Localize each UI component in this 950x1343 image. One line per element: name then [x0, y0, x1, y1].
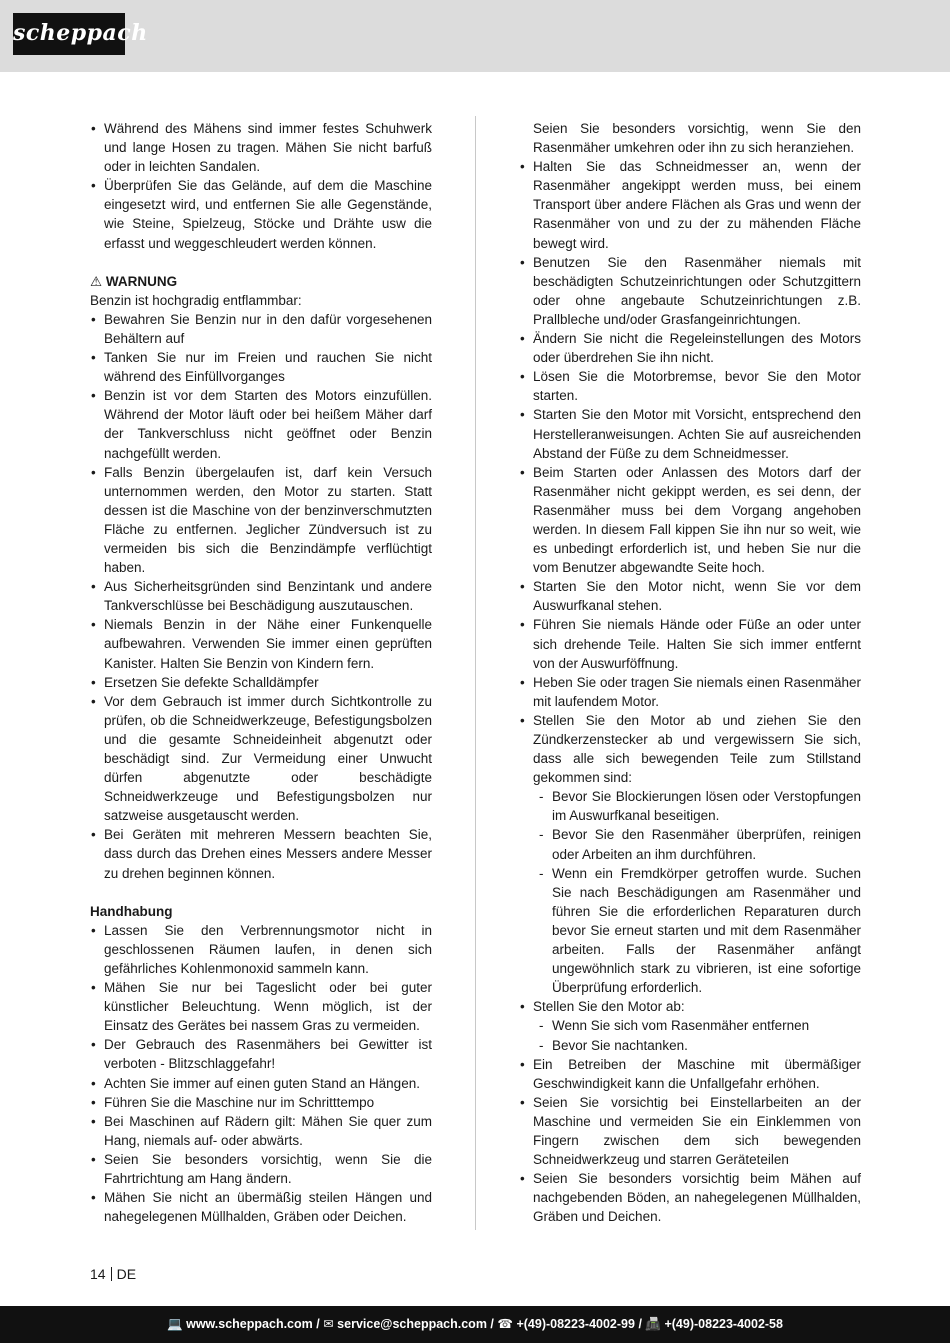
list-item: • Ein Betreiben der Maschine mit übermäßiger Geschwindigkeit kann die Unfallgefahr erhöhen. — [519, 1055, 861, 1093]
column-divider — [475, 116, 476, 1230]
list-item: • Der Gebrauch des Rasenmähers bei Gewitter ist verboten - Blitzschlaggefahr! — [90, 1035, 432, 1073]
left-column — [90, 119, 432, 1226]
phone-number[interactable]: +(49)-08223-4002-99 — [516, 1317, 635, 1331]
warning-heading — [90, 272, 432, 291]
footer-separator: / — [316, 1317, 320, 1331]
warning-list — [90, 310, 432, 883]
intro-list — [90, 119, 432, 253]
list-item: • Starten Sie den Motor mit Vorsicht, entsprechend den Herstelleranweisungen. Achten Sie auf ausreichenden Abstand der Füße zu dem Schneidmesser. — [519, 405, 861, 462]
list-item: • Vor dem Gebrauch ist immer durch Sichtkontrolle zu prüfen, ob die Schneidwerkzeuge, Befestigungsbolzen und die gesamte Schneideinheit abgenutzt oder beschädigt sind. Zur Vermeidung einer Unwucht dürfen abgenutzte oder beschädigte Schneidwerkzeuge und Befestigungsbolzen nur satzweise ausgetauscht werden. — [90, 692, 432, 826]
footer-separator: / — [638, 1317, 642, 1331]
list-item: • Führen Sie niemals Hände oder Füße an oder unter sich drehende Teile. Halten Sie sich immer entfernt von der Auswurföffnung. — [519, 615, 861, 672]
right-column — [519, 119, 861, 1226]
warning-triangle-icon: ⚠ — [90, 273, 103, 289]
list-item: • Beim Starten oder Anlassen des Motors darf der Rasenmäher nicht gekippt werden, es sei denn, der Rasenmäher muss bei dem Vorgang angehoben werden. In diesem Fall kippen Sie ihn nur so weit, wie es unbedingt erforderlich ist, und heben Sie nur die vom Benutzer abgewandte Seite hoch. — [519, 463, 861, 578]
list-item: • Bei Geräten mit mehreren Messern beachten Sie, dass durch das Drehen eines Messers andere Messer zu drehen beginnen können. — [90, 825, 432, 882]
list-item-continuation: Seien Sie besonders vorsichtig, wenn Sie den Rasenmäher umkehren oder ihn zu sich heranziehen. — [533, 121, 861, 156]
list-item: • Seien Sie besonders vorsichtig beim Mähen auf nachgebenden Böden, an nahegelegenen Müllhalden, Gräben und Deichen. — [519, 1169, 861, 1226]
page-number — [90, 1265, 136, 1283]
fax-number: +(49)-08223-4002-58 — [664, 1317, 783, 1331]
phone-icon: ☎ — [497, 1317, 513, 1331]
list-item: • Bewahren Sie Benzin nur in den dafür vorgesehenen Behältern auf — [90, 310, 432, 348]
list-item: • Ändern Sie nicht die Regeleinstellungen des Motors oder überdrehen Sie ihn nicht. — [519, 329, 861, 367]
list-item: • Seien Sie besonders vorsichtig, wenn Sie die Fahrtrichtung am Hang ändern. — [90, 1150, 432, 1188]
list-item: • Bei Maschinen auf Rädern gilt: Mähen Sie quer zum Hang, niemals auf- oder abwärts. — [90, 1112, 432, 1150]
page-number-value: 14 — [90, 1266, 106, 1282]
list-item: • Führen Sie die Maschine nur im Schritttempo — [90, 1093, 432, 1112]
handling-heading: Handhabung — [90, 903, 173, 919]
list-item: • Benzin ist vor dem Starten des Motors einzufüllen. Während der Motor läuft oder bei heißem Mäher darf der Tankverschluss nicht geöffnet oder Benzin nachgefüllt werden. — [90, 386, 432, 462]
list-item: • Mähen Sie nur bei Tageslicht oder bei guter künstlicher Beleuchtung. Wenn möglich, ist der Einsatz des Gerätes bei nassem Gras zu vermeiden. — [90, 978, 432, 1035]
sub-list-item: - Bevor Sie Blockierungen lösen oder Verstopfungen im Auswurfkanal beseitigen. — [519, 787, 861, 825]
sub-list-item: - Wenn Sie sich vom Rasenmäher entfernen — [519, 1016, 861, 1035]
sub-list-item: - Wenn ein Fremdkörper getroffen wurde. Suchen Sie nach Beschädigungen am Rasenmäher und führen Sie die erforderlichen Reparaturen durch bevor Sie erneut starten und mit dem Rasenmäher arbeiten. Falls der Rasenmäher anfängt ungewöhnlich stark zu vibrieren, ist eine sofortige Überprüfung erforderlich. — [519, 864, 861, 998]
list-item: • Überprüfen Sie das Gelände, auf dem die Maschine eingesetzt wird, und entfernen Sie alle Gegenstände, wie Steine, Spielzeug, Stöcke und Drähte usw die erfasst und weggeschleudert werden können. — [90, 176, 432, 252]
list-item: • Während des Mähens sind immer festes Schuhwerk und lange Hosen zu tragen. Mähen Sie nicht barfuß oder in leichten Sandalen. — [90, 119, 432, 176]
list-item: • Lassen Sie den Verbrennungsmotor nicht in geschlossenen Räumen laufen, in denen sich gefährliches Kohlenmonoxid sammeln kann. — [90, 921, 432, 978]
warning-title: WARNUNG — [105, 273, 178, 289]
list-item: • Benutzen Sie den Rasenmäher niemals mit beschädigten Schutzeinrichtungen oder Schutzgittern oder ohne angebaute Schutzeinrichtungen z.B. Prallbleche und/oder Grasfangeinrichtungen. — [519, 253, 861, 329]
mail-icon: ✉ — [323, 1317, 334, 1331]
scheppach-logo: scheppach — [13, 13, 125, 55]
email-link[interactable]: service@scheppach.com — [337, 1317, 487, 1331]
sub-list-item: - Bevor Sie den Rasenmäher überprüfen, reinigen oder Arbeiten an ihm durchführen. — [519, 825, 861, 863]
computer-icon: 💻 — [167, 1317, 183, 1331]
right-list — [519, 119, 861, 1226]
list-item: • Seien Sie vorsichtig bei Einstellarbeiten an der Maschine und vermeiden Sie ein Einklemmen von Fingern zwischen dem sich bewegenden Schneidwerkzeug und starren Geräteteilen — [519, 1093, 861, 1169]
footer-separator: / — [490, 1317, 494, 1331]
handling-list — [90, 921, 432, 1227]
list-item: • Achten Sie immer auf einen guten Stand an Hängen. — [90, 1074, 432, 1093]
page-footer — [0, 1306, 950, 1343]
list-item: • Ersetzen Sie defekte Schalldämpfer — [90, 673, 432, 692]
list-item: • Heben Sie oder tragen Sie niemals einen Rasenmäher mit laufendem Motor. — [519, 673, 861, 711]
warning-intro: Benzin ist hochgradig entflammbar: — [90, 292, 302, 308]
page-language: DE — [116, 1266, 137, 1282]
list-item: • Aus Sicherheitsgründen sind Benzintank und andere Tankverschlüsse bei Beschädigung auszutauschen. — [90, 577, 432, 615]
fax-icon: 📠 — [645, 1317, 661, 1331]
list-item: • Lösen Sie die Motorbremse, bevor Sie den Motor starten. — [519, 367, 861, 405]
list-item: • Mähen Sie nicht an übermäßig steilen Hängen und nahegelegenen Müllhalden, Gräben oder Deichen. — [90, 1188, 432, 1226]
list-item: • Stellen Sie den Motor ab: — [519, 997, 861, 1016]
sub-list-item: - Bevor Sie nachtanken. — [519, 1036, 861, 1055]
page-header — [0, 0, 950, 72]
list-item: • Starten Sie den Motor nicht, wenn Sie vor dem Auswurfkanal stehen. — [519, 577, 861, 615]
website-link[interactable]: www.scheppach.com — [186, 1317, 313, 1331]
list-item: • Stellen Sie den Motor ab und ziehen Sie den Zündkerzenstecker ab und vergewissern Sie sich, dass alle sich bewegenden Teile zum Stillstand gekommen sind: — [519, 711, 861, 787]
list-item: • Falls Benzin übergelaufen ist, darf kein Versuch unternommen werden, den Motor zu starten. Statt dessen ist die Maschine von der benzinverschmutzten Fläche zu entfernen. Jeglicher Zündversuch ist zu vermeiden bis sich die Benzindämpfe verflüchtigt haben. — [90, 463, 432, 578]
list-item: • Niemals Benzin in der Nähe einer Funkenquelle aufbewahren. Verwenden Sie immer einen geprüften Kanister. Halten Sie Benzin von Kindern fern. — [90, 615, 432, 672]
list-item: • Tanken Sie nur im Freien und rauchen Sie nicht während des Einfüllvorganges — [90, 348, 432, 386]
list-item: • Halten Sie das Schneidmesser an, wenn der Rasenmäher angekippt werden muss, bei einem Transport über andere Flächen als Gras und wenn der Rasenmäher von und zu der zu mähenden Fläche bewegt wird. — [519, 157, 861, 252]
